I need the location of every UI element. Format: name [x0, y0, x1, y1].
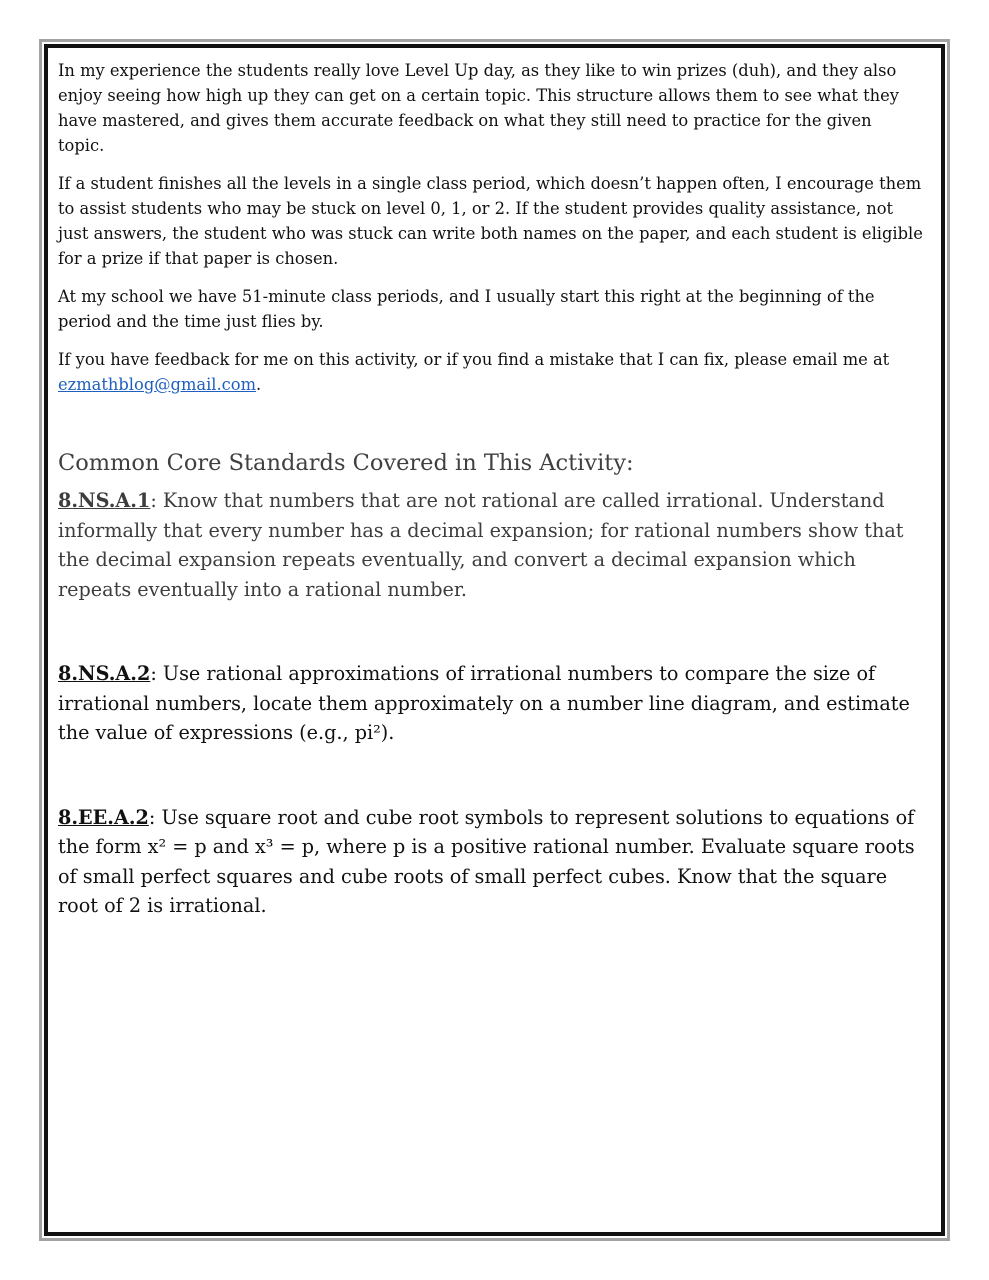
feedback-text-end: . [256, 375, 262, 394]
intro-paragraph-4 [58, 347, 923, 397]
standard-item [58, 486, 923, 604]
intro-paragraph-1: In my experience the students really love Level Up day, as they like to win prizes (duh), and they also enjoy seeing how high up they can get on a certain topic. This structure allows them to see what they have mastered, and gives them accurate feedback on what they still need to practice for the given topic. [58, 61, 899, 155]
standards-heading: Common Core Standards Covered in This Activity: [58, 450, 634, 476]
standard-item [58, 659, 923, 748]
standard-code: 8.NS.A.1 [58, 489, 151, 512]
standard-code: 8.NS.A.2 [58, 662, 151, 685]
document-content [58, 58, 923, 921]
email-link[interactable]: ezmathblog@gmail.com [58, 375, 257, 394]
intro-paragraph-2: If a student finishes all the levels in a single class period, which doesn’t happen often, I encourage them to assist students who may be stuck on level 0, 1, or 2. If the student provides quality assistance, not just answers, the student who was stuck can write both names on the paper, and each student is eligible for a prize if that paper is chosen. [58, 174, 923, 268]
standard-description: : Use rational approximations of irrational numbers to compare the size of irrational numbers, locate them approximately on a number line diagram, and estimate the value of expressions (e.g., pi²). [58, 662, 910, 744]
standard-item [58, 803, 923, 921]
standard-description: : Use square root and cube root symbols to represent solutions to equations of the form x² = p and x³ = p, where p is a positive rational number. Evaluate square roots of small perfect squares and cube roots of small perfect cubes. Know that the square root of 2 is irrational. [58, 805, 915, 917]
intro-paragraph-3: At my school we have 51-minute class periods, and I usually start this right at the beginning of the period and the time just flies by. [58, 287, 875, 331]
standard-description: : Know that numbers that are not rational are called irrational. Understand informally that every number has a decimal expansion; for rational numbers show that the decimal expansion repeats eventually, and convert a decimal expansion which repeats eventually into a rational number. [58, 489, 904, 601]
standard-code: 8.EE.A.2 [58, 805, 149, 829]
feedback-text: If you have feedback for me on this activity, or if you find a mistake that I can fix, please email me at [58, 350, 890, 369]
